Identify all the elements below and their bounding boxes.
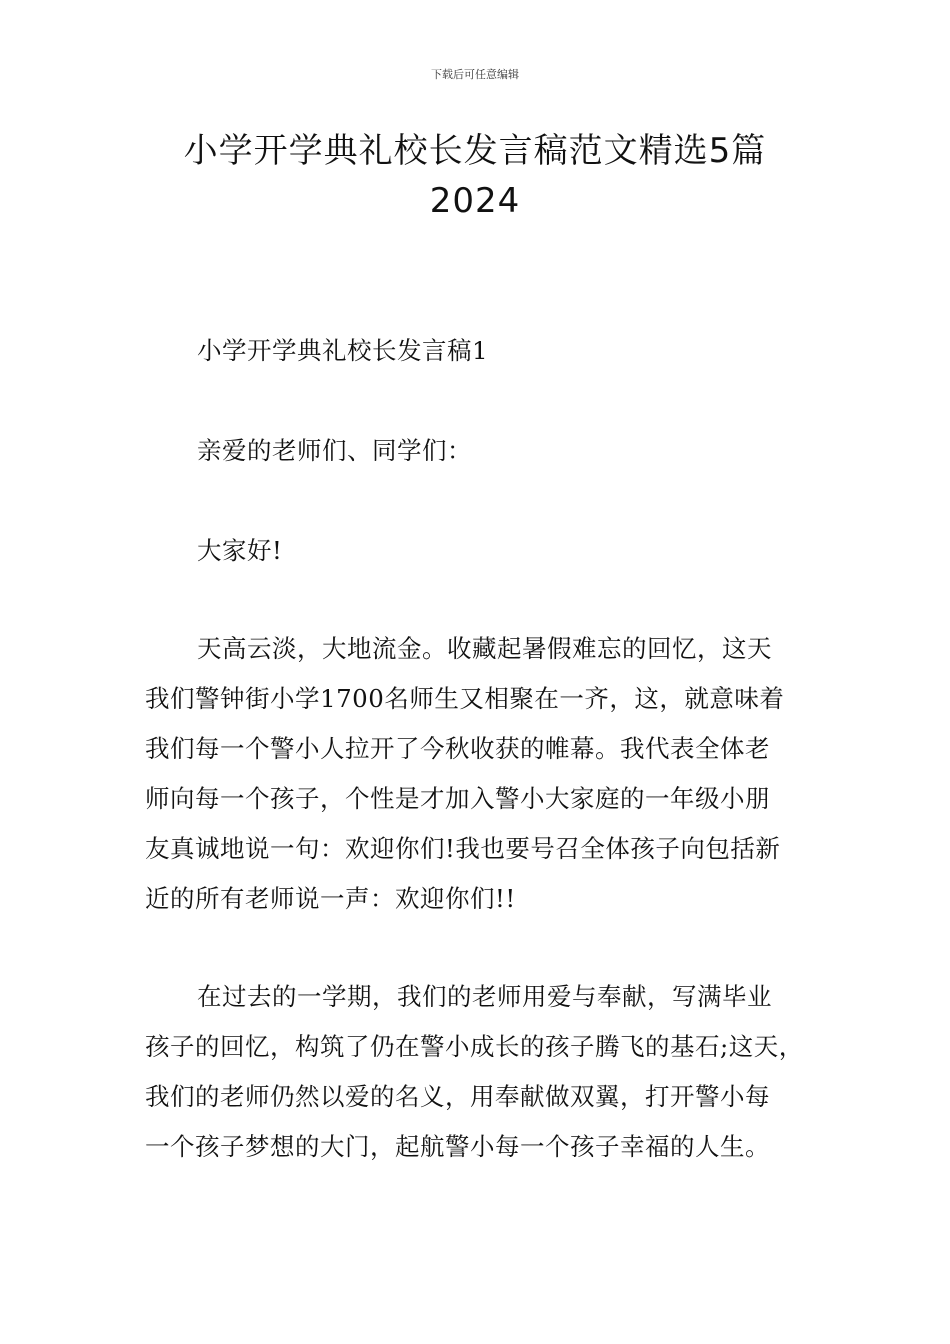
paragraph-line: 友真诚地说一句：欢迎你们!我也要号召全体孩子向包括新	[145, 834, 781, 863]
paragraph-1	[145, 624, 835, 924]
paragraph-line: 在过去的一学期，我们的老师用爱与奉献，写满毕业	[197, 982, 772, 1011]
document-title	[130, 126, 820, 226]
paragraph-line: 师向每一个孩子，个性是才加入警小大家庭的一年级小朋	[145, 784, 770, 813]
title-line-2: 2024	[429, 181, 521, 221]
salutation-text: 亲爱的老师们、同学们：	[197, 436, 472, 465]
section-subtitle	[145, 326, 835, 376]
title-line-1: 小学开学典礼校长发言稿范文精选5篇	[183, 131, 767, 171]
paragraph-line: 我们每一个警小人拉开了今秋收获的帷幕。我代表全体老	[145, 734, 770, 763]
salutation	[145, 426, 835, 476]
header-note: 下载后可任意编辑	[431, 68, 519, 81]
paragraph-line: 我们的老师仍然以爱的名义，用奉献做双翼，打开警小每	[145, 1082, 770, 1111]
paragraph-line: 孩子的回忆，构筑了仍在警小成长的孩子腾飞的基石;这天，	[145, 1032, 804, 1061]
greeting	[145, 526, 835, 576]
paragraph-2	[145, 972, 835, 1172]
paragraph-line: 一个孩子梦想的大门，起航警小每一个孩子幸福的人生。	[145, 1132, 770, 1161]
paragraph-line: 我们警钟街小学1700名师生又相聚在一齐，这，就意味着	[145, 684, 785, 713]
greeting-text: 大家好!	[197, 536, 283, 565]
paragraph-line: 天高云淡，大地流金。收藏起暑假难忘的回忆，这天	[197, 634, 772, 663]
paragraph-line: 近的所有老师说一声：欢迎你们!!	[145, 884, 516, 913]
subtitle-text: 小学开学典礼校长发言稿1	[197, 336, 489, 365]
